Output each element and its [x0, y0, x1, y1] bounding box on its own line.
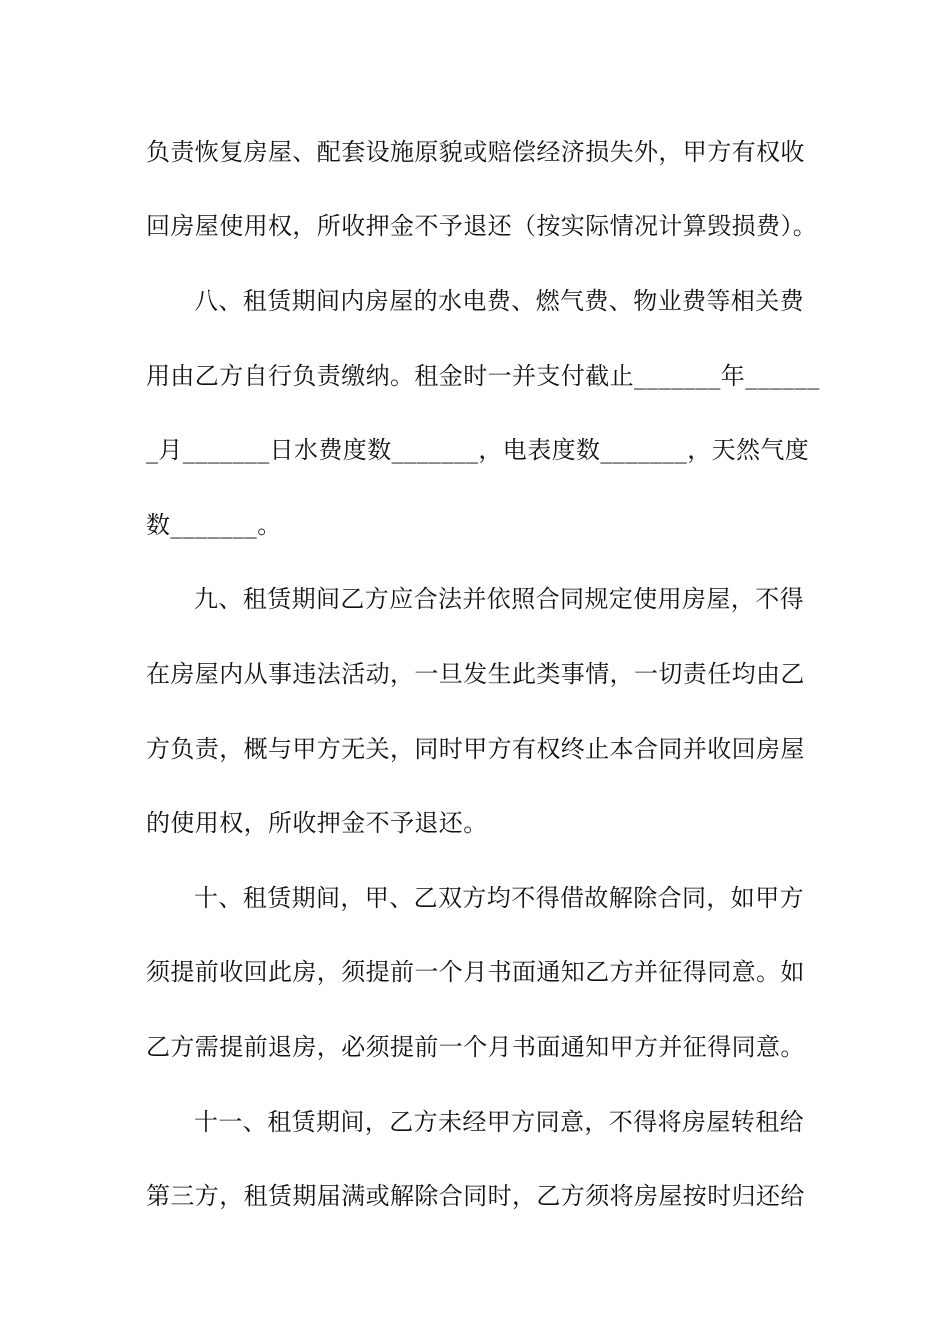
- paragraph-11-start: 十一、租赁期间，乙方未经甲方同意，不得将房屋转租给: [194, 1108, 804, 1136]
- paragraph-9-start: 九、租赁期间乙方应合法并依照合同规定使用房屋，不得: [194, 585, 804, 613]
- text-line: 用由乙方自行负责缴纳。租金时一并支付截止_______年______: [146, 362, 820, 390]
- text-line: 负责恢复房屋、配套设施原貌或赔偿经济损失外，甲方有权收: [146, 138, 805, 166]
- text-line: 方负责，概与甲方无关，同时甲方有权终止本合同并收回房屋: [146, 735, 805, 763]
- text-line: 在房屋内从事违法活动，一旦发生此类事情，一切责任均由乙: [146, 660, 805, 688]
- text-line: 须提前收回此房，须提前一个月书面通知乙方并征得同意。如: [146, 958, 805, 986]
- text-line: 数_______。: [146, 511, 282, 539]
- text-line: 第三方，租赁期届满或解除合同时，乙方须将房屋按时归还给: [146, 1182, 805, 1210]
- text-line: _月_______日水费度数_______，电表度数_______，天然气度: [146, 436, 810, 464]
- paragraph-10-start: 十、租赁期间，甲、乙双方均不得借故解除合同，如甲方: [194, 884, 804, 912]
- paragraph-8-start: 八、租赁期间内房屋的水电费、燃气费、物业费等相关费: [194, 287, 804, 315]
- text-line: 的使用权，所收押金不予退还。: [146, 809, 488, 837]
- text-line: 回房屋使用权，所收押金不予退还（按实际情况计算毁损费）。: [146, 212, 818, 240]
- text-line: 乙方需提前退房，必须提前一个月书面通知甲方并征得同意。: [146, 1033, 805, 1061]
